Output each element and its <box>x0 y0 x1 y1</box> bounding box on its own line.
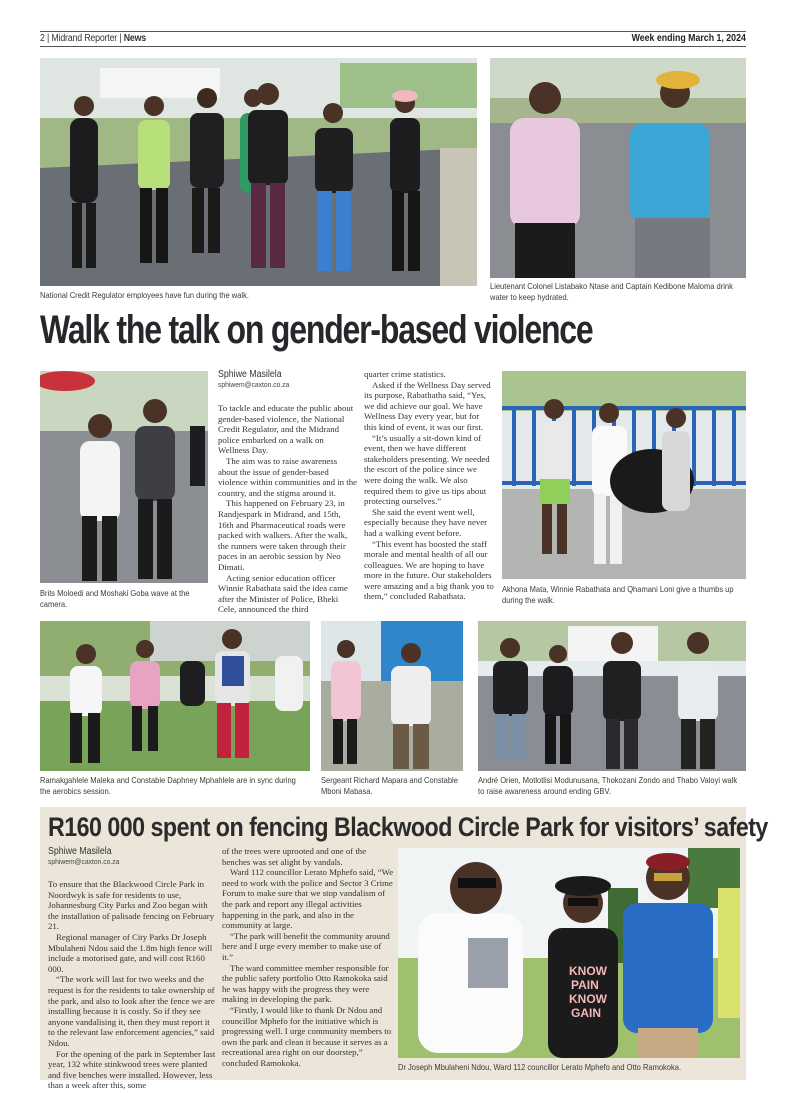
photo-waving <box>40 371 208 583</box>
svg-text:GAIN: GAIN <box>571 1006 601 1020</box>
caption-top-left: National Credit Regulator employees have fun during the walk. <box>40 291 249 300</box>
paragraph: “The park will benefit the community around here and I urge every member to make use of it.” <box>222 930 390 962</box>
issue-date: Week ending March 1, 2024 <box>631 33 746 44</box>
paragraph: This happened on February 23, in Randjespark in Midrand, and 15th, 16th and Pharmaceutical roads were packed with walkers. After the walk, the runners were taken through their paces in an aerobic session by Neo Dimati. <box>218 498 348 572</box>
caption-mid-right: Akhona Mata, Winnie Rabathata and Qhamani Loni give a thumbs up during the walk. <box>502 585 734 605</box>
article2-column-1 <box>48 879 218 1091</box>
photo-officers-drinking <box>490 58 746 278</box>
photo-gbv-walkers <box>478 621 746 771</box>
headline-gbv-walk: Walk the talk on gender-based violence <box>40 308 593 352</box>
paragraph: “Firstly, I would like to thank Dr Ndou and councillor Mphefo for the initiative which is progressing well. I urge community members to own the park and clean it because it serves as a recreational area right on our doorstep,” concluded Ramokoka. <box>222 1004 392 1068</box>
svg-text:KNOW: KNOW <box>569 992 607 1006</box>
page-header-left: 2 | Midrand Reporter | News <box>40 33 146 44</box>
photo-aerobics <box>40 621 310 771</box>
paragraph: “The work will last for two weeks and the request is for the residents to take ownership of the park, and also to look after the fence we are installing because it is costly. So if they see anyone vandalising it, then they must report it to the relevant law enforcement agencies,” said Ndou. <box>48 974 215 1048</box>
paragraph: Acting senior education officer Winnie Rabathata said the idea came after the Minister of Police, Bheki Cele, announced the third <box>218 572 348 615</box>
paragraph: “It’s usually a sit-down kind of event, then we have different stakeholders presenting. We needed the escort of the police since we were doing the walk. We also required them to give us tips about protecting ourselves.” <box>364 432 490 507</box>
paragraph: To ensure that the Blackwood Circle Park in Noordwyk is safe for residents to use, Johannesburg City Parks and Zoo began with the installation of palisade fencing on February 21. <box>48 879 215 932</box>
page-number: 2 <box>40 33 45 44</box>
paragraph: The aim was to raise awareness about the issue of gender-based violence within communities and in the country, and the stigma around it. <box>218 455 358 498</box>
paragraph: For the opening of the park in September last year, 132 white stinkwood trees were planted and five benches were installed. However, less than a week after this, some <box>48 1048 216 1091</box>
article1-column-2 <box>364 369 494 602</box>
photo-thumbs-up <box>502 371 746 579</box>
article1-column-1 <box>218 403 357 615</box>
caption-row3-left: Ramakgahlele Maleka and Constable Daphney Mphahlele are in sync during the aerobics session. <box>40 776 296 796</box>
paragraph: To tackle and educate the public about gender-based violence, the National Credit Regulator, and the Midrand police embarked on a walk on Wellness Day. <box>218 403 354 456</box>
paragraph: Asked if the Wellness Day served its purpose, Rabathatha said, “Yes, we did achieve our goal. We have Wellness Day every year, but for this kind of event, it was our first. <box>364 379 491 432</box>
caption-mid-left: Brits Moloedi and Moshaki Goba wave at the camera. <box>40 589 190 609</box>
svg-text:PAIN: PAIN <box>571 978 599 992</box>
svg-text:KNOW: KNOW <box>569 964 607 978</box>
author-email[interactable]: sphiwem@caxton.co.za <box>218 380 290 389</box>
headline-park-fencing: R160 000 spent on fencing Blackwood Circle Park for visitors’ safety <box>48 812 768 842</box>
author-email[interactable]: sphiwem@caxton.co.za <box>48 857 120 866</box>
caption-park-officials: Dr Joseph Mbulaheni Ndou, Ward 112 councillor Lerato Mphefo and Otto Ramokoka. <box>398 1063 682 1072</box>
author-name: Sphiwe Masilela <box>218 369 282 380</box>
paragraph: quarter crime statistics. <box>364 369 446 379</box>
header-rule-bottom <box>40 46 746 47</box>
photo-constables <box>321 621 463 771</box>
paragraph: She said the event went well, especially because they have never had a walking event before. <box>364 506 488 538</box>
publication-name: Midrand Reporter <box>51 33 118 44</box>
byline-article1 <box>218 369 358 389</box>
caption-top-right: Lieutenant Colonel Listabako Ntase and Captain Kedibone Maloma drink water to keep hydrated. <box>490 282 733 302</box>
paragraph: “This event has boosted the staff morale and mental health of all our colleagues. We are hoping to have more in the future. Our stakeholders were amazing and a big thank you to them,” concluded Rabathata. <box>364 538 494 602</box>
article2-column-2 <box>222 846 394 1068</box>
caption-row3-mid: Sergeant Richard Mapara and Constable Mboni Mabasa. <box>321 776 458 796</box>
photo-park-officials <box>398 848 740 1058</box>
author-name: Sphiwe Masilela <box>48 846 112 857</box>
paragraph: The ward committee member responsible for the public safety portfolio Otto Ramokoka said he was happy with the progress they were making in developing the park. <box>222 962 389 1005</box>
section-name: News <box>123 33 146 44</box>
paragraph: Regional manager of City Parks Dr Joseph Mbulaheni Ndou said the 1.8m high fence will include a motorised gate, and will cost R160 000. <box>48 931 213 974</box>
paragraph: Ward 112 councillor Lerato Mphefo said, “We need to work with the police and Sector 3 Crime Forum to make sure that we stop vandalism of the park and report any illegal activities happening in the park, and also in the community at large. <box>222 867 394 931</box>
header-rule-top <box>40 31 746 32</box>
caption-row3-right: André Orien, Motlotlisi Modunusana, Thokozani Zondo and Thabo Valoyi walk to raise awareness around ending GBV. <box>478 776 738 796</box>
byline-article2 <box>48 846 218 866</box>
photo-group-walking <box>40 58 477 286</box>
paragraph: of the trees were uprooted and one of the benches was set alight by vandals. <box>222 846 367 867</box>
